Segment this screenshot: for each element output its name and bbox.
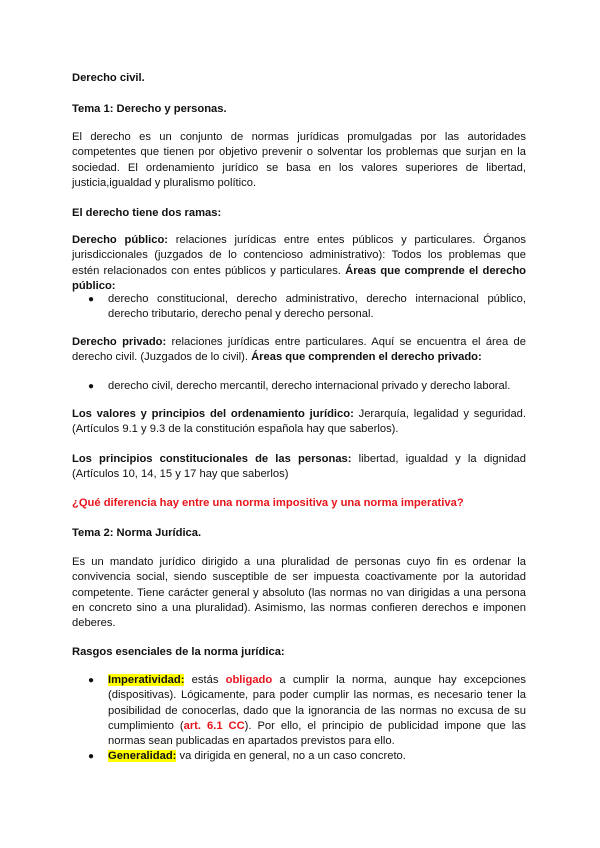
derecho-privado-text: relaciones jurídicas entre particulares. Aquí se encuentra el área de derecho civil. (Juzgados de lo civil).	[72, 336, 526, 364]
tema2-intro: Es un mandato jurídico dirigido a una pluralidad de personas cuyo fin es ordenar la convivencia social, siendo susceptible de ser impuesta coactivamente por la autoridad competente. Tiene carácter general y absoluto (las normas no van dirigidas a una persona en concreto sino a una pluralidad). Asimismo, las normas confieren derechos e imponen deberes.	[72, 556, 526, 630]
derecho-publico-text: relaciones jurídicas entre entes públicos y particulares. Órganos jurisdiccionales (juzgados de lo contencioso administrativo): Todos los problemas que estén relacionados con entes públicos y particulares.	[72, 234, 526, 277]
principios-term: Los principios constitucionales de las personas:	[72, 453, 352, 465]
document-title: Derecho civil.	[72, 72, 145, 84]
list-item	[72, 749, 526, 764]
valores-paragraph	[72, 407, 526, 438]
list-item	[72, 379, 526, 394]
derecho-privado-term: Derecho privado:	[72, 336, 167, 348]
principios-text: libertad, igualdad y la dignidad (Artículos 10, 14, 15 y 17 hay que saberlos)	[72, 453, 526, 481]
list-item	[72, 673, 526, 749]
generalidad-term: Generalidad:	[108, 750, 177, 763]
privado-areas-text: derecho civil, derecho mercantil, derecho internacional privado y derecho laboral.	[108, 380, 511, 392]
rasgos-list	[72, 673, 526, 765]
derecho-publico-areas-label: Áreas que comprende el derecho público:	[72, 264, 527, 292]
tema1-heading: Tema 1: Derecho y personas.	[72, 103, 227, 115]
article-reference: art. 6.1 CC	[183, 719, 245, 732]
imperatividad-text-3: ). Por ello, el principio de publicidad impone que las normas sean publicadas en apartados previstos para ello.	[108, 719, 526, 748]
derecho-privado-areas-label: Áreas que comprenden el derecho privado:	[251, 351, 482, 364]
derecho-publico-term: Derecho público:	[72, 234, 169, 246]
derecho-publico-paragraph	[72, 233, 526, 294]
generalidad-text: va dirigida en general, no a un caso concreto.	[176, 750, 406, 763]
imperatividad-text-1: estás	[184, 674, 226, 686]
ramas-heading: El derecho tiene dos ramas:	[72, 207, 222, 219]
publico-list	[72, 292, 526, 323]
tema1-intro: El derecho es un conjunto de normas jurídicas promulgadas por las autoridades competentes que tienen por objetivo prevenir o solventar los problemas que surjan en la sociedad. El ordenamiento jurídico se basa en los valores superiores de libertad, justicia,igualdad y pluralismo político.	[72, 131, 526, 189]
rasgos-heading: Rasgos esenciales de la norma jurídica:	[72, 646, 285, 658]
valores-text: Jerarquía, legalidad y seguridad. (Artículos 9.1 y 9.3 de la constitución española hay que saberlos).	[72, 408, 526, 436]
valores-term: Los valores y principios del ordenamiento jurídico:	[72, 408, 354, 420]
privado-list	[72, 379, 526, 394]
derecho-privado-paragraph	[72, 335, 526, 366]
principios-paragraph	[72, 452, 526, 483]
bullet-icon: ●	[88, 294, 95, 305]
obligado-highlight: obligado	[225, 674, 273, 686]
publico-areas-text: derecho constitucional, derecho administrativo, derecho internacional público, derecho tributario, derecho penal y derecho personal.	[108, 293, 526, 321]
tema2-heading: Tema 2: Norma Jurídica.	[72, 527, 202, 539]
list-item	[72, 292, 526, 323]
imperatividad-term: Imperatividad:	[108, 674, 185, 686]
bullet-icon: ●	[88, 381, 95, 392]
question-highlight: ¿Qué diferencia hay entre una norma impositiva y una norma imperativa?	[72, 497, 464, 509]
bullet-icon: ●	[88, 675, 95, 686]
bullet-icon: ●	[88, 751, 95, 763]
imperatividad-text-2: a cumplir la norma, aunque hay excepciones (dispositivas). Lógicamente, para poder cumplir las normas, es necesario tener la posibilidad de conocerlas, dado que la ignorancia de las normas no excusa de su cumplimiento (	[108, 674, 526, 732]
